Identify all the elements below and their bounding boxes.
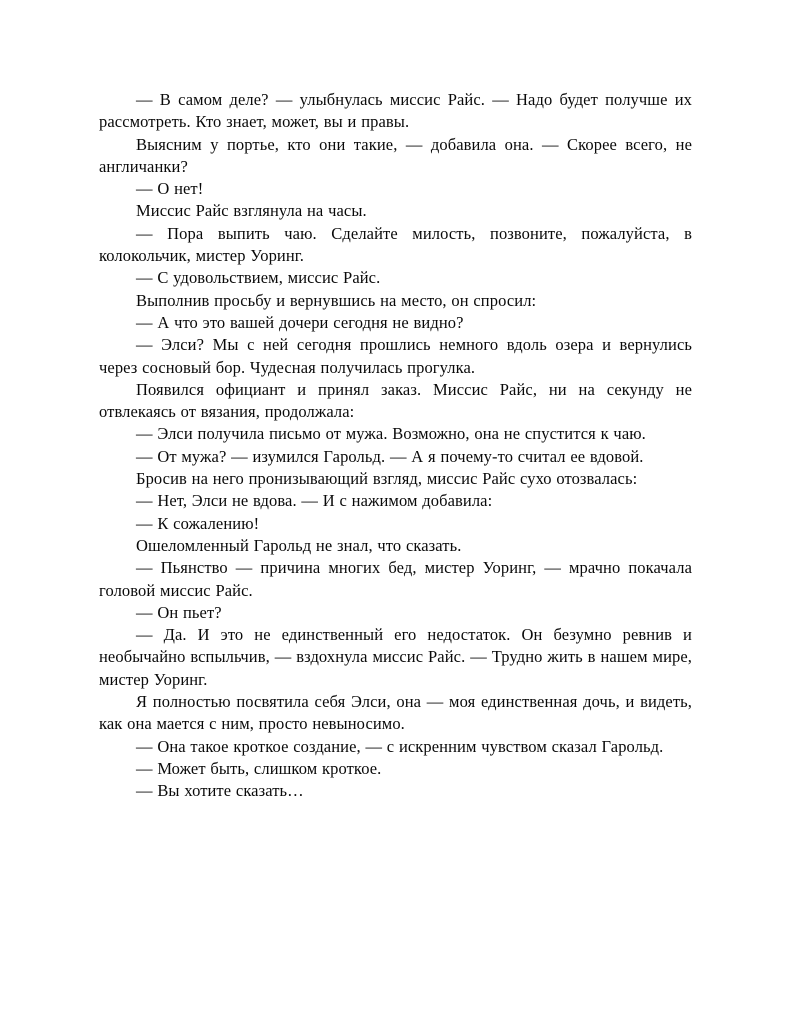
paragraph: Миссис Райс взглянула на часы.	[136, 201, 367, 221]
paragraph: — Нет, Элси не вдова. — И с нажимом добавила:	[136, 491, 493, 511]
paragraph: Выясним у портье, кто они такие, — добавила она. — Скорее всего, не англичанки?	[99, 134, 692, 176]
paragraph: — Элси получила письмо от мужа. Возможно, она не спустится к чаю.	[136, 424, 646, 444]
paragraph: — О нет!	[136, 179, 204, 199]
paragraph: Появился официант и принял заказ. Миссис Райс, ни на секунду не отвлекаясь от вязания, продолжала:	[99, 379, 692, 422]
paragraph: — К сожалению!	[136, 513, 260, 533]
paragraph: — Пьянство — причина многих бед, мистер Уоринг, — мрачно покачала головой миссис Райс.	[99, 558, 692, 600]
paragraph: — В самом деле? — улыбнулась миссис Райс. — Надо будет получше их рассмотреть. Кто знает, может, вы и правы.	[99, 90, 692, 132]
paragraph: — Вы хотите сказать…	[136, 781, 304, 801]
paragraph: — С удовольствием, миссис Райс.	[136, 268, 381, 288]
paragraph: Выполнив просьбу и вернувшись на место, он спросил:	[136, 290, 537, 310]
paragraph: — Может быть, слишком кроткое.	[136, 758, 382, 778]
paragraph: — Да. И это не единственный его недостаток. Он безумно ревнив и необычайно вспыльчив, — вздохнула миссис Райс. — Трудно жить в нашем мире, мистер Уоринг.	[99, 625, 692, 689]
page-text	[99, 89, 692, 803]
paragraph: — Пора выпить чаю. Сделайте милость, позвоните, пожалуйста, в колокольчик, мистер Уоринг.	[99, 223, 692, 266]
paragraph: — А что это вашей дочери сегодня не видно?	[136, 312, 464, 332]
paragraph: Бросив на него пронизывающий взгляд, миссис Райс сухо отозвалась:	[136, 469, 638, 489]
paragraph: — Она такое кроткое создание, — с искренним чувством сказал Гарольд.	[136, 736, 664, 756]
paragraph: — Элси? Мы с ней сегодня прошлись немного вдоль озера и вернулись через сосновый бор. Чудесная получилась прогулка.	[99, 335, 692, 377]
paragraph: — От мужа? — изумился Гарольд. — А я почему-то считал ее вдовой.	[136, 446, 644, 466]
paragraph: — Он пьет?	[136, 602, 222, 622]
paragraph: Я полностью посвятила себя Элси, она — моя единственная дочь, и видеть, как она мается с ним, просто невыносимо.	[99, 692, 692, 734]
paragraph: Ошеломленный Гарольд не знал, что сказать.	[136, 535, 462, 555]
